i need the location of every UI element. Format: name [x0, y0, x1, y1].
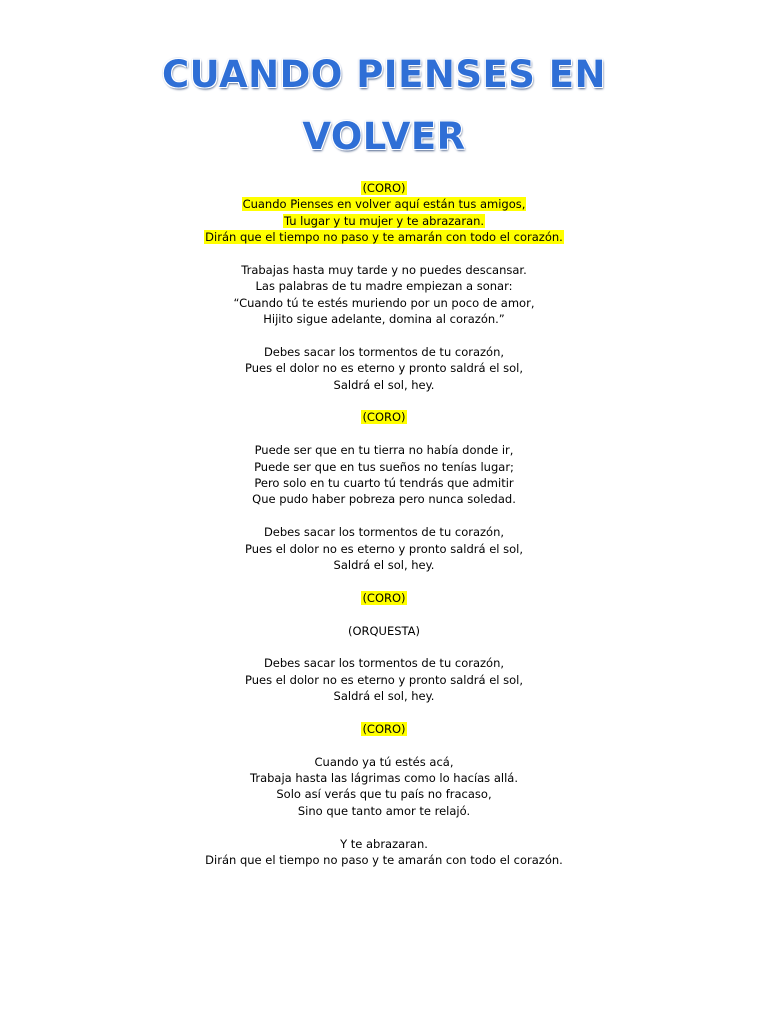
stanza-gap [0, 639, 768, 655]
stanza-gap [0, 393, 768, 409]
verse-line: Solo así verás que tu país no fracaso, [276, 787, 492, 802]
refrain-line: Debes sacar los tormentos de tu corazón, [263, 525, 505, 540]
verse-line: Trabaja hasta las lágrimas como lo hacías allá. [250, 771, 518, 786]
chorus-label: (CORO) [362, 181, 406, 195]
outro-line: Dirán que el tiempo no paso y te amarán con todo el corazón. [205, 853, 563, 868]
stanza-gap [0, 328, 768, 344]
refrain-line: Saldrá el sol, hey. [333, 377, 435, 392]
refrain-line: Pues el dolor no es eterno y pronto saldrá el sol, [244, 541, 524, 556]
verse-line: “Cuando tú te estés muriendo por un poco de amor, [233, 295, 535, 310]
stanza-gap [0, 606, 768, 622]
title-line-2: VOLVER [302, 115, 466, 158]
refrain-line: Pues el dolor no es eterno y pronto saldrá el sol, [244, 361, 524, 376]
stanza-gap [0, 508, 768, 524]
chorus-marker: (CORO) [362, 721, 406, 736]
verse-line: Cuando ya tú estés acá, [314, 754, 454, 769]
stanza-gap [0, 819, 768, 835]
verse-line: Pero solo en tu cuarto tú tendrás que admitir [254, 476, 514, 491]
chorus-marker: (CORO) [362, 590, 406, 605]
refrain-line: Pues el dolor no es eterno y pronto saldrá el sol, [244, 672, 524, 687]
stanza-gap [0, 705, 768, 721]
refrain-line: Debes sacar los tormentos de tu corazón, [263, 656, 505, 671]
refrain-line: Saldrá el sol, hey. [333, 689, 435, 704]
outro-line: Y te abrazaran. [340, 836, 428, 851]
chorus-line: Tu lugar y tu mujer y te abrazaran. [283, 213, 485, 228]
verse-line: Sino que tanto amor te relajó. [297, 803, 471, 818]
stanza-gap [0, 737, 768, 753]
chorus-line: Dirán que el tiempo no paso y te amarán con todo el corazón. [205, 230, 563, 245]
refrain-line: Saldrá el sol, hey. [333, 557, 435, 572]
orchestra-label: (ORQUESTA) [347, 623, 421, 638]
stanza-gap [0, 573, 768, 589]
verse-line: Trabajas hasta muy tarde y no puedes descansar. [241, 262, 527, 277]
verse-line: Las palabras de tu madre empiezan a sonar: [255, 279, 513, 294]
refrain-line: Debes sacar los tormentos de tu corazón, [263, 344, 505, 359]
verse-line: Hijito sigue adelante, domina al corazón.” [263, 312, 505, 327]
lyrics-body [0, 180, 768, 868]
chorus-line: Cuando Pienses en volver aquí están tus amigos, [242, 197, 526, 212]
verse-line: Que pudo haber pobreza pero nunca soledad. [252, 492, 516, 507]
chorus-marker: (CORO) [362, 410, 406, 425]
stanza-gap [0, 246, 768, 262]
title-line-1: CUANDO PIENSES EN [161, 53, 607, 96]
verse-line: Puede ser que en tu tierra no había donde ir, [254, 443, 514, 458]
stanza-gap [0, 426, 768, 442]
verse-line: Puede ser que en tus sueños no tenías lugar; [254, 459, 514, 474]
